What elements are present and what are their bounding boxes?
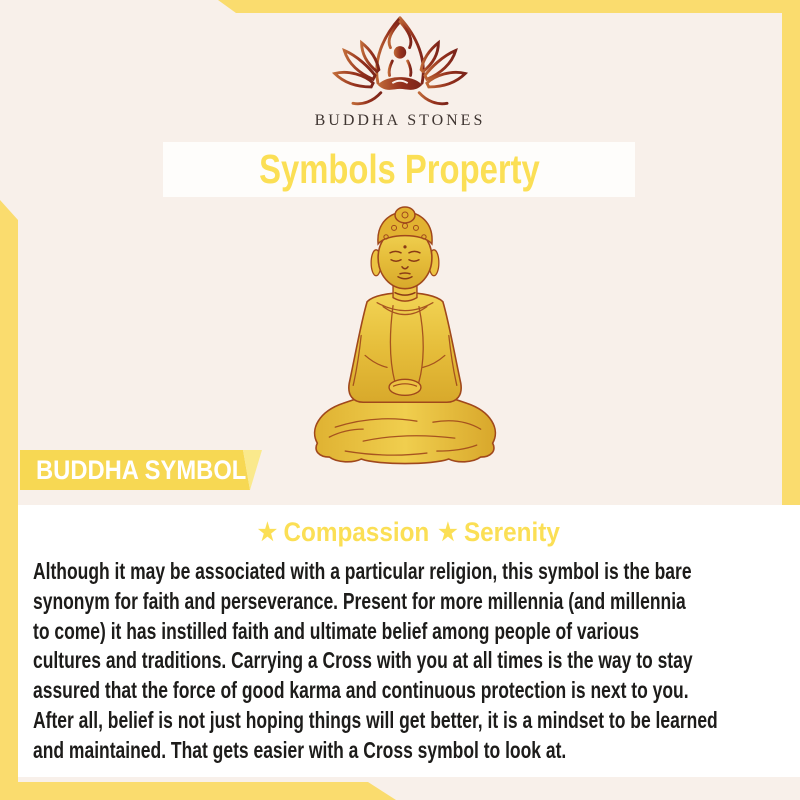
traits-line xyxy=(18,517,800,548)
description-line: and maintained. That gets easier with a Cross symbol to look at. xyxy=(33,736,567,763)
section-badge-label: BUDDHA SYMBOL xyxy=(36,454,247,485)
page-title: Symbols Property xyxy=(258,146,540,192)
brand-name: BUDDHA STONES xyxy=(314,112,486,129)
trait-serenity: Serenity xyxy=(464,517,561,547)
description-line: cultures and traditions. Carrying a Cross with you at all times is the way to stay xyxy=(33,647,693,674)
title-band xyxy=(163,142,635,197)
brand-logo xyxy=(320,14,480,110)
right-accent-strip xyxy=(782,0,800,590)
description-line: synonym for faith and perseverance. Present for more millennia (and millennia xyxy=(33,587,686,614)
description-line: After all, belief is not just hoping things will get better, it is a mindset to be learned xyxy=(33,706,718,733)
trait-compassion: Compassion xyxy=(283,517,430,547)
description-line: assured that the force of good karma and continuous protection is next to you. xyxy=(33,677,689,704)
bottom-accent-band xyxy=(0,782,800,800)
section-badge xyxy=(20,450,262,490)
lotus-meditation-icon xyxy=(320,14,480,110)
star-icon: ★ xyxy=(257,519,278,546)
description-text xyxy=(33,557,793,766)
description-panel xyxy=(18,505,800,777)
description-line: Although it may be associated with a particular religion, this symbol is the bare xyxy=(33,558,692,584)
golden-buddha-icon xyxy=(305,206,505,470)
description-line: to come) it has instilled faith and ultimate belief among people of various xyxy=(33,617,640,644)
star-icon: ★ xyxy=(438,519,458,546)
left-accent-strip xyxy=(0,200,18,782)
top-accent-bar xyxy=(0,0,800,13)
buddha-illustration xyxy=(305,206,505,470)
